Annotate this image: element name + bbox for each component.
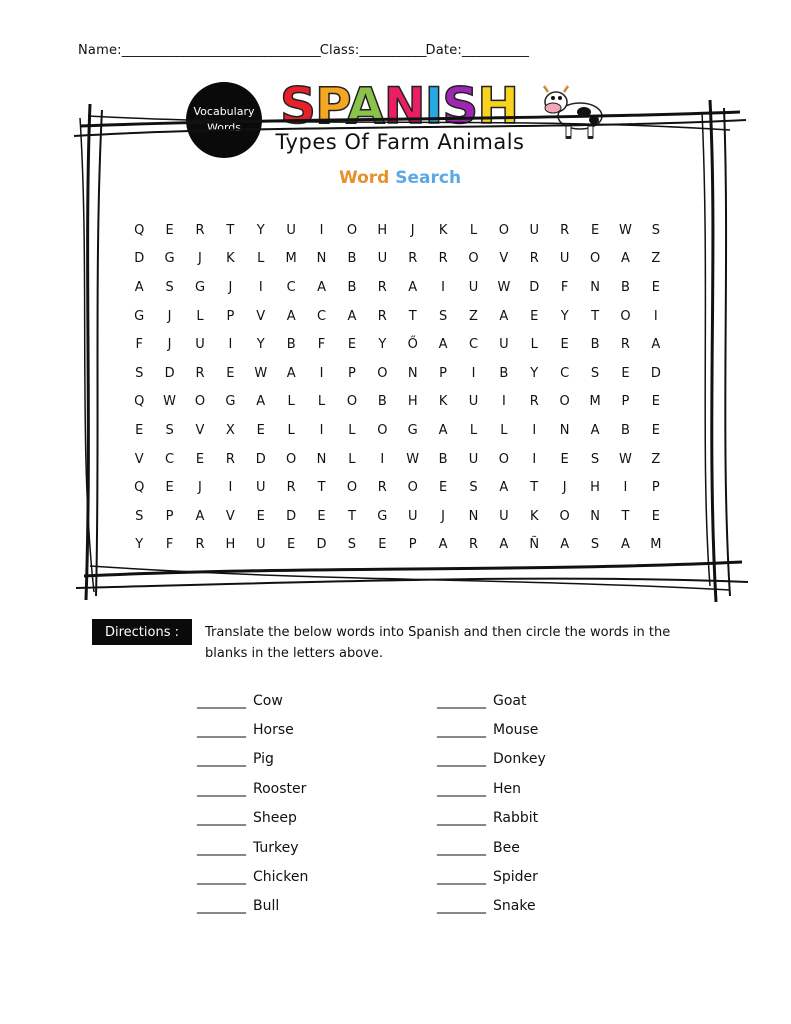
grid-letter[interactable]: H	[590, 480, 600, 496]
grid-letter[interactable]: U	[468, 394, 479, 410]
grid-letter[interactable]: N	[468, 508, 479, 524]
grid-letter[interactable]: A	[256, 394, 266, 410]
grid-letter[interactable]: G	[407, 422, 418, 438]
answer-blank[interactable]: ________	[437, 751, 485, 768]
grid-letter[interactable]: A	[560, 537, 570, 553]
grid-letter[interactable]: W	[406, 451, 420, 467]
grid-letter[interactable]: T	[408, 308, 417, 324]
grid-letter[interactable]: I	[471, 365, 476, 381]
grid-letter[interactable]: W	[619, 222, 632, 238]
grid-letter[interactable]: O	[346, 394, 358, 410]
grid-letter[interactable]: E	[530, 308, 539, 324]
directions-label: Directions :	[92, 619, 192, 645]
answer-blank[interactable]: ________	[197, 898, 245, 915]
grid-letter[interactable]: R	[377, 480, 387, 496]
grid-letter[interactable]: G	[134, 308, 145, 324]
answer-blank[interactable]: ________	[197, 751, 245, 768]
grid-letter[interactable]: P	[439, 365, 448, 381]
grid-letter[interactable]: T	[591, 308, 600, 324]
grid-letter[interactable]: N	[316, 251, 327, 267]
grid-letter[interactable]: O	[194, 394, 206, 410]
grid-letter[interactable]: J	[198, 480, 202, 496]
grid-letter[interactable]: X	[225, 422, 235, 438]
grid-letter[interactable]: O	[377, 422, 388, 438]
grid-letter[interactable]: B	[620, 422, 630, 438]
grid-letter[interactable]: A	[286, 365, 296, 381]
grid-letter[interactable]: U	[286, 222, 296, 238]
answer-blank[interactable]: ________	[197, 722, 245, 739]
grid-letter[interactable]: W	[497, 279, 511, 295]
grid-letter[interactable]: Q	[134, 394, 145, 410]
grid-letter[interactable]: L	[257, 251, 265, 267]
grid-letter[interactable]: I	[319, 222, 324, 238]
grid-letter[interactable]: O	[559, 394, 570, 410]
grid-letter[interactable]: Y	[378, 337, 387, 353]
grid-letter[interactable]: Q	[134, 480, 145, 496]
grid-letter[interactable]: A	[499, 537, 509, 553]
grid-letter[interactable]: U	[529, 222, 540, 238]
grid-letter[interactable]: E	[590, 222, 600, 238]
grid-letter[interactable]: R	[529, 251, 539, 267]
grid-letter[interactable]: R	[468, 537, 479, 553]
grid-letter[interactable]: T	[226, 222, 235, 238]
grid-letter[interactable]: S	[135, 365, 144, 381]
grid-letter[interactable]: S	[590, 451, 600, 467]
title-letter: A	[346, 77, 384, 135]
grid-letter[interactable]: S	[469, 480, 478, 496]
grid-letter[interactable]: U	[468, 451, 479, 467]
grid-letter[interactable]: U	[256, 537, 266, 553]
grid-letter[interactable]: T	[317, 480, 326, 496]
vocab-item	[197, 892, 417, 921]
grid-letter[interactable]: G	[194, 279, 206, 295]
grid-letter[interactable]: D	[134, 251, 145, 267]
title-letter: N	[383, 77, 425, 135]
grid-letter[interactable]: A	[347, 308, 357, 324]
answer-blank[interactable]: ________	[197, 692, 245, 709]
english-word: Chicken	[253, 869, 309, 886]
grid-letter[interactable]: V	[225, 508, 235, 524]
grid-letter[interactable]: J	[441, 508, 446, 524]
grid-letter[interactable]: I	[653, 308, 658, 324]
badge-line-1: Vocabulary	[193, 105, 255, 118]
grid-letter[interactable]: E	[651, 508, 660, 524]
answer-blank[interactable]: ________	[437, 898, 485, 915]
grid-letter[interactable]: J	[167, 337, 172, 353]
vocab-item	[197, 715, 417, 744]
vocab-item	[197, 862, 417, 891]
grid-letter[interactable]: J	[410, 222, 415, 238]
answer-blank[interactable]: ________	[437, 839, 485, 856]
grid-letter[interactable]: F	[165, 537, 174, 553]
grid-letter[interactable]: I	[319, 365, 324, 381]
grid-letter[interactable]: F	[560, 279, 569, 295]
english-word: Rooster	[253, 780, 307, 797]
grid-letter[interactable]: K	[530, 508, 539, 524]
grid-letter[interactable]: B	[377, 394, 387, 410]
grid-letter[interactable]: Z	[469, 308, 478, 324]
grid-letter[interactable]: Ő	[407, 337, 418, 353]
english-word: Hen	[493, 780, 522, 797]
answer-blank[interactable]: ________	[197, 869, 245, 886]
grid-letter[interactable]: W	[254, 365, 268, 381]
vocab-item	[437, 892, 657, 921]
grid-letter[interactable]: M	[285, 251, 297, 267]
grid-letter[interactable]: L	[348, 422, 356, 438]
grid-letter[interactable]: O	[286, 451, 297, 467]
title-letter: H	[477, 77, 519, 135]
grid-letter[interactable]: P	[651, 480, 660, 496]
grid-letter[interactable]: P	[408, 537, 417, 553]
grid-letter[interactable]: A	[499, 480, 509, 496]
grid-letter[interactable]: R	[560, 222, 570, 238]
title-letter: S	[280, 77, 316, 135]
grid-letter[interactable]: Z	[651, 451, 661, 467]
grid-letter[interactable]: I	[532, 422, 537, 438]
grid-letter[interactable]: L	[348, 451, 356, 467]
title-letter: S	[442, 77, 478, 135]
grid-letter[interactable]: S	[165, 422, 174, 438]
date-field[interactable]: ____________	[461, 43, 528, 58]
grid-letter[interactable]: E	[317, 508, 326, 524]
english-word: Rabbit	[493, 810, 539, 827]
grid-letter[interactable]: V	[195, 422, 205, 438]
grid-letter[interactable]: A	[408, 279, 418, 295]
grid-letter[interactable]: R	[438, 251, 448, 267]
grid-letter[interactable]: R	[195, 365, 205, 381]
grid-letter[interactable]: B	[590, 337, 600, 353]
title-letter: P	[315, 77, 347, 135]
grid-letter[interactable]: N	[590, 508, 600, 524]
vocab-list-right	[437, 686, 657, 921]
english-word: Sheep	[253, 810, 297, 827]
grid-letter[interactable]: S	[590, 365, 600, 381]
grid-letter[interactable]: S	[590, 537, 600, 553]
english-word: Snake	[493, 898, 536, 915]
vocab-item	[437, 745, 657, 774]
grid-letter[interactable]: L	[196, 308, 204, 324]
grid-letter[interactable]: E	[287, 537, 296, 553]
grid-letter[interactable]: O	[468, 251, 479, 267]
grid-letter[interactable]: R	[529, 394, 539, 410]
class-label: Class:	[319, 43, 360, 58]
grid-letter[interactable]: D	[255, 451, 266, 467]
english-word: Goat	[493, 692, 527, 709]
grid-letter[interactable]: J	[228, 279, 233, 295]
grid-letter[interactable]: I	[319, 422, 324, 438]
answer-blank[interactable]: ________	[437, 869, 485, 886]
grid-letter[interactable]: K	[226, 251, 235, 267]
grid-letter[interactable]: A	[620, 537, 630, 553]
grid-letter[interactable]: J	[167, 308, 172, 324]
grid-letter[interactable]: D	[529, 279, 540, 295]
grid-letter[interactable]: O	[346, 222, 358, 238]
grid-letter[interactable]: Y	[530, 365, 539, 381]
grid-letter[interactable]: C	[468, 337, 479, 353]
grid-letter[interactable]: P	[165, 508, 174, 524]
grid-letter[interactable]: I	[501, 394, 506, 410]
grid-letter[interactable]: J	[562, 480, 567, 496]
grid-letter[interactable]: I	[623, 480, 628, 496]
grid-letter[interactable]: O	[559, 508, 570, 524]
english-word: Horse	[253, 722, 294, 739]
grid-letter[interactable]: M	[589, 394, 601, 410]
grid-letter[interactable]: N	[316, 451, 327, 467]
grid-letter[interactable]: A	[651, 337, 661, 353]
grid-letter[interactable]: U	[377, 251, 388, 267]
vocab-item	[197, 804, 417, 833]
answer-blank[interactable]: ________	[437, 722, 485, 739]
grid-letter[interactable]: E	[560, 337, 569, 353]
grid-letter[interactable]: B	[286, 337, 296, 353]
grid-letter[interactable]: O	[498, 222, 509, 238]
grid-letter[interactable]: N	[407, 365, 418, 381]
grid-letter[interactable]: D	[650, 365, 661, 381]
grid-letter[interactable]: A	[438, 337, 448, 353]
grid-letter[interactable]: A	[438, 537, 448, 553]
vocab-item	[197, 745, 417, 774]
badge-line-2: Words	[206, 121, 241, 134]
grid-letter[interactable]: H	[225, 537, 236, 553]
answer-blank[interactable]: ________	[437, 692, 485, 709]
grid-letter[interactable]: F	[317, 337, 326, 353]
grid-letter[interactable]: N	[590, 279, 600, 295]
grid-letter[interactable]: C	[317, 308, 327, 324]
grid-letter[interactable]: C	[165, 451, 175, 467]
grid-letter[interactable]: R	[377, 308, 387, 324]
grid-letter[interactable]: A	[317, 279, 326, 295]
grid-letter[interactable]: F	[135, 337, 143, 353]
grid-letter[interactable]: Y	[256, 337, 265, 353]
title-letter: I	[424, 77, 443, 135]
vocab-item	[437, 833, 657, 862]
grid-letter[interactable]: M	[650, 537, 662, 553]
grid-letter[interactable]: D	[286, 508, 297, 524]
vocab-item	[197, 833, 417, 862]
grid-letter[interactable]: A	[590, 422, 600, 438]
grid-letter[interactable]: O	[620, 308, 631, 324]
grid-letter[interactable]: I	[441, 279, 446, 295]
grid-letter[interactable]: R	[408, 251, 418, 267]
grid-letter[interactable]: I	[228, 480, 233, 496]
grid-letter[interactable]: I	[228, 337, 233, 353]
grid-letter[interactable]: L	[317, 394, 326, 410]
grid-letter[interactable]: P	[348, 365, 356, 381]
grid-letter[interactable]: E	[135, 422, 144, 438]
vocab-item	[437, 774, 657, 803]
vocab-item	[437, 686, 657, 715]
grid-letter[interactable]: B	[347, 279, 357, 295]
vocab-item	[437, 715, 657, 744]
grid-letter[interactable]: I	[380, 451, 385, 467]
grid-letter[interactable]: R	[195, 222, 205, 238]
grid-letter[interactable]: Ñ	[529, 537, 540, 553]
grid-letter[interactable]: S	[347, 537, 357, 553]
grid-letter[interactable]: I	[532, 451, 537, 467]
grid-letter[interactable]: U	[499, 337, 509, 353]
grid-letter[interactable]: U	[468, 279, 479, 295]
grid-letter[interactable]: G	[164, 251, 175, 267]
directions-text: Translate the below words into Spanish and then circle the words in the blanks in the letters above.	[205, 625, 671, 661]
grid-letter[interactable]: O	[407, 480, 418, 496]
english-word: Cow	[253, 692, 283, 709]
grid-letter[interactable]: E	[256, 508, 265, 524]
grid-letter[interactable]: O	[498, 451, 509, 467]
grid-letter[interactable]: C	[286, 279, 296, 295]
answer-blank[interactable]: ________	[197, 839, 245, 856]
vocab-item	[197, 774, 417, 803]
grid-letter[interactable]: T	[347, 508, 356, 524]
grid-letter[interactable]: T	[530, 480, 539, 496]
answer-blank[interactable]: ________	[197, 780, 245, 797]
grid-letter[interactable]: S	[165, 279, 174, 295]
grid-letter[interactable]: R	[225, 451, 235, 467]
grid-letter[interactable]: U	[195, 337, 205, 353]
grid-letter[interactable]: G	[377, 508, 388, 524]
word-search-word: Word	[338, 168, 390, 188]
grid-letter[interactable]: A	[195, 508, 205, 524]
grid-letter[interactable]: L	[469, 422, 478, 438]
grid-letter[interactable]: A	[620, 251, 630, 267]
grid-letter[interactable]: A	[438, 422, 448, 438]
grid-letter[interactable]: E	[347, 337, 357, 353]
class-field[interactable]: ____________	[359, 43, 426, 58]
name-label: Name:	[78, 43, 122, 58]
grid-letter[interactable]: A	[499, 308, 509, 324]
grid-letter[interactable]: P	[226, 308, 235, 324]
vocab-item	[197, 686, 417, 715]
grid-letter[interactable]: K	[438, 394, 448, 410]
grid-letter[interactable]: Z	[651, 251, 661, 267]
grid-letter[interactable]: A	[134, 279, 144, 295]
grid-letter[interactable]: H	[407, 394, 418, 410]
grid-letter[interactable]: W	[163, 394, 177, 410]
grid-letter[interactable]: L	[469, 222, 478, 238]
grid-letter[interactable]: S	[651, 222, 660, 238]
grid-letter[interactable]: S	[135, 508, 144, 524]
grid-letter[interactable]: E	[165, 222, 174, 238]
grid-letter[interactable]: E	[226, 365, 235, 381]
grid-letter[interactable]: E	[621, 365, 630, 381]
grid-letter[interactable]: S	[438, 308, 448, 324]
grid-letter[interactable]: U	[256, 480, 266, 496]
grid-letter[interactable]: O	[589, 251, 601, 267]
grid-letter[interactable]: J	[198, 251, 202, 267]
grid-letter[interactable]: B	[438, 451, 448, 467]
grid-letter[interactable]: G	[225, 394, 236, 410]
grid-letter[interactable]: B	[347, 251, 357, 267]
grid-letter[interactable]: V	[499, 251, 509, 267]
student-info-line	[78, 43, 718, 63]
grid-letter[interactable]: N	[559, 422, 570, 438]
grid-letter[interactable]: R	[620, 337, 630, 353]
english-word: Bee	[493, 839, 520, 856]
grid-letter[interactable]: R	[195, 537, 205, 553]
grid-letter[interactable]: E	[195, 451, 205, 467]
grid-letter[interactable]: T	[621, 508, 630, 524]
grid-letter[interactable]: D	[316, 537, 327, 553]
grid-letter[interactable]: E	[651, 279, 660, 295]
grid-letter[interactable]: Y	[135, 537, 144, 553]
answer-blank[interactable]: ________	[197, 810, 245, 827]
grid-letter[interactable]: D	[164, 365, 175, 381]
grid-letter[interactable]: A	[286, 308, 296, 324]
grid-letter[interactable]: U	[559, 251, 570, 267]
letter-grid	[124, 216, 684, 559]
name-field[interactable]: ____________________________________	[121, 43, 320, 58]
grid-letter[interactable]: E	[378, 537, 387, 553]
vocab-item	[437, 862, 657, 891]
grid-letter[interactable]: K	[438, 222, 448, 238]
grid-letter[interactable]: E	[256, 422, 265, 438]
grid-letter[interactable]: U	[499, 508, 509, 524]
answer-blank[interactable]: ________	[437, 780, 485, 797]
grid-letter[interactable]: E	[651, 394, 660, 410]
word-search-search: Search	[395, 168, 462, 188]
grid-letter[interactable]: L	[287, 394, 295, 410]
grid-letter[interactable]: O	[377, 365, 388, 381]
grid-letter[interactable]: B	[620, 279, 630, 295]
grid-letter[interactable]: E	[438, 480, 448, 496]
grid-letter[interactable]: E	[165, 480, 174, 496]
english-word: Donkey	[493, 751, 546, 768]
grid-letter[interactable]: R	[286, 480, 296, 496]
grid-letter[interactable]: R	[377, 279, 387, 295]
english-word: Turkey	[253, 839, 299, 856]
grid-letter[interactable]: L	[530, 337, 538, 353]
grid-letter[interactable]: Q	[134, 222, 145, 238]
subtitle: Types Of Farm Animals	[275, 130, 525, 154]
grid-letter[interactable]: Y	[560, 308, 569, 324]
english-word: Pig	[253, 751, 274, 768]
answer-blank[interactable]: ________	[437, 810, 485, 827]
vocab-list-left	[197, 686, 417, 921]
date-label: Date:	[425, 43, 462, 58]
english-word: Bull	[253, 898, 280, 915]
vocab-item	[437, 804, 657, 833]
grid-letter[interactable]: C	[560, 365, 570, 381]
grid-letter[interactable]: Y	[256, 222, 265, 238]
grid-letter[interactable]: L	[500, 422, 508, 438]
grid-letter[interactable]: H	[377, 222, 388, 238]
grid-letter[interactable]: L	[287, 422, 295, 438]
grid-letter[interactable]: E	[560, 451, 569, 467]
grid-letter[interactable]: B	[499, 365, 509, 381]
english-word: Spider	[493, 869, 538, 886]
grid-letter[interactable]: V	[134, 451, 144, 467]
grid-letter[interactable]: V	[256, 308, 266, 324]
grid-letter[interactable]: U	[407, 508, 418, 524]
grid-letter[interactable]: W	[619, 451, 632, 467]
english-word: Mouse	[493, 722, 539, 739]
grid-letter[interactable]: O	[346, 480, 358, 496]
grid-letter[interactable]: E	[651, 422, 660, 438]
grid-letter[interactable]: I	[258, 279, 263, 295]
grid-letter[interactable]: P	[621, 394, 630, 410]
